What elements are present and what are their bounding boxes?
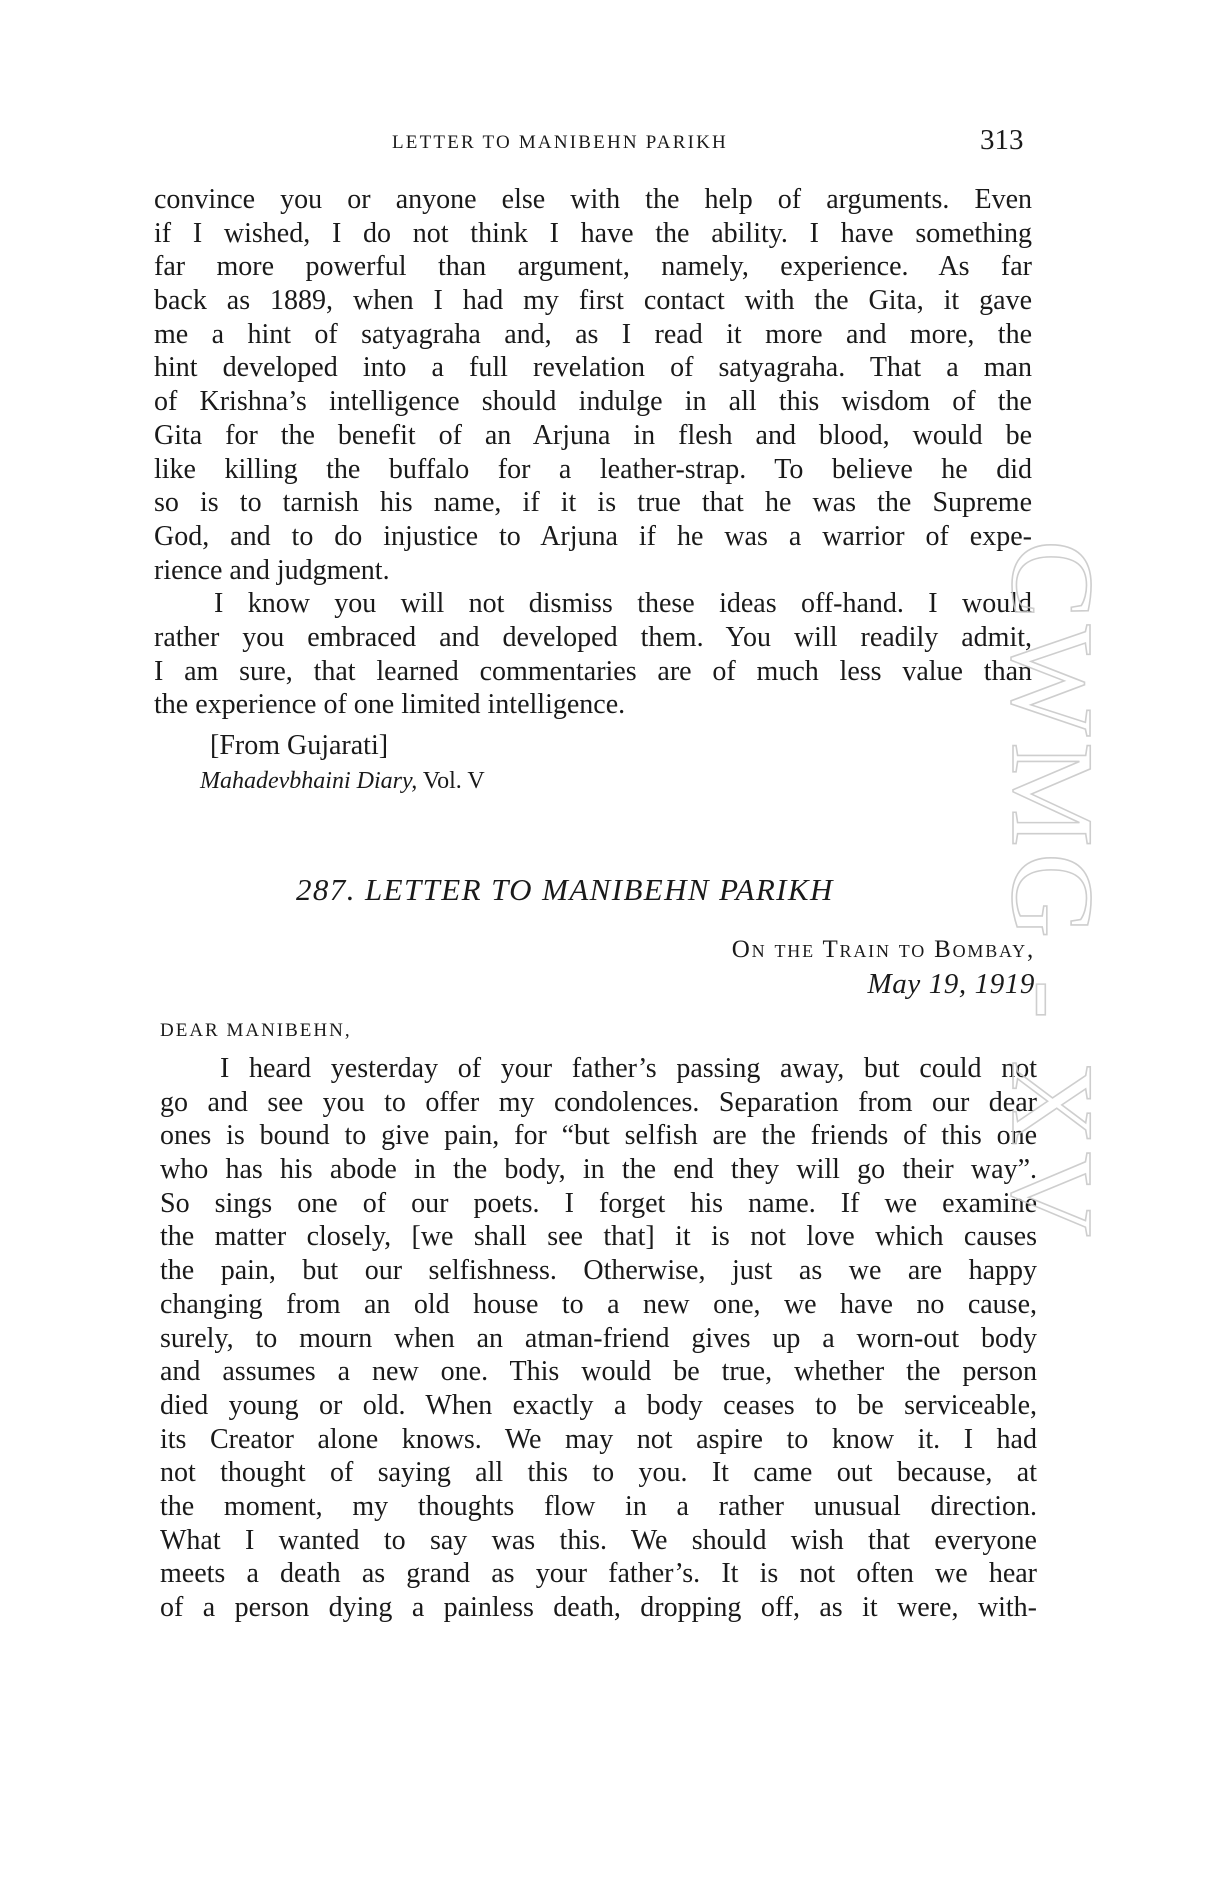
- text-line: hint developed into a full revelation of satyagraha. That a man: [154, 352, 1032, 384]
- text-line: its Creator alone knows. We may not aspire to know it. I had: [160, 1423, 1037, 1455]
- text-line: not thought of saying all this to you. It came out because, at: [160, 1457, 1037, 1489]
- text-line: if I wished, I do not think I have the ability. I have something: [154, 217, 1032, 249]
- text-line: me a hint of satyagraha and, as I read it more and more, the: [154, 318, 1032, 350]
- text-line: I heard yesterday of your father’s passing away, but could not: [220, 1053, 1037, 1084]
- text-line: God, and to do injustice to Arjuna if he was a warrior of expe-: [154, 520, 1032, 552]
- citation-volume: Vol. V: [417, 768, 485, 794]
- source-note: [From Gujarati]: [210, 730, 389, 761]
- text-line: died young or old. When exactly a body ceases to be serviceable,: [160, 1389, 1037, 1421]
- text-line: Gita for the benefit of an Arjuna in flesh and blood, would be: [154, 419, 1032, 451]
- text-line: the matter closely, [we shall see that] it is not love which causes: [160, 1221, 1037, 1253]
- page-number: 313: [980, 124, 1024, 156]
- letter-body: [160, 1052, 1037, 1625]
- citation: [200, 768, 485, 795]
- text-line: who has his abode in the body, in the end they will go their way”.: [160, 1154, 1037, 1186]
- text-line: rather you embraced and developed them. You will readily admit,: [154, 621, 1032, 653]
- running-head: LETTER TO MANIBEHN PARIKH: [392, 132, 728, 153]
- text-line: far more powerful than argument, namely, experience. As far: [154, 251, 1032, 283]
- citation-title: Mahadevbhaini Diary,: [200, 768, 418, 794]
- text-line: ones is bound to give pain, for “but selfish are the friends of this one: [160, 1120, 1037, 1152]
- text-line: What I wanted to say was this. We should wish that everyone: [160, 1524, 1037, 1556]
- text-line: I know you will not dismiss these ideas off-hand. I would: [214, 588, 1032, 620]
- text-line: convince you or anyone else with the help of arguments. Even: [154, 184, 1032, 215]
- letter-title: 287. LETTER TO MANIBEHN PARIKH: [296, 872, 834, 907]
- text-line: meets a death as grand as your father’s. It is not often we hear: [160, 1558, 1037, 1590]
- text-line: changing from an old house to a new one, we have no cause,: [160, 1288, 1037, 1320]
- letter-date: May 19, 1919: [867, 968, 1035, 1000]
- text-line: surely, to mourn when an atman-friend gives up a worn-out body: [160, 1322, 1037, 1354]
- text-line: I am sure, that learned commentaries are of much less value than: [154, 655, 1032, 687]
- text-line: the moment, my thoughts flow in a rather unusual direction.: [160, 1490, 1037, 1522]
- letter-place: On the Train to Bombay,: [731, 936, 1035, 963]
- text-line: the experience of one limited intelligence.: [154, 689, 626, 721]
- text-line: and assumes a new one. This would be true, whether the person: [160, 1356, 1037, 1388]
- text-line: so is to tarnish his name, if it is true that he was the Supreme: [154, 487, 1032, 519]
- text-line: of Krishna’s intelligence should indulge in all this wisdom of the: [154, 386, 1032, 418]
- salutation: DEAR MANIBEHN,: [160, 1020, 352, 1041]
- text-line: like killing the buffalo for a leather-strap. To believe he did: [154, 453, 1032, 485]
- text-line: rience and judgment.: [154, 554, 390, 586]
- text-line: So sings one of our poets. I forget his name. If we examine: [160, 1187, 1037, 1219]
- text-line: go and see you to offer my condolences. Separation from our dear: [160, 1086, 1037, 1118]
- previous-letter-body: [154, 183, 1032, 722]
- text-line: of a person dying a painless death, dropping off, as it were, with-: [160, 1592, 1037, 1623]
- text-line: back as 1889, when I had my first contact with the Gita, it gave: [154, 285, 1032, 317]
- watermark: CWMG - XV: [987, 540, 1118, 1243]
- text-line: the pain, but our selfishness. Otherwise, just as we are happy: [160, 1255, 1037, 1287]
